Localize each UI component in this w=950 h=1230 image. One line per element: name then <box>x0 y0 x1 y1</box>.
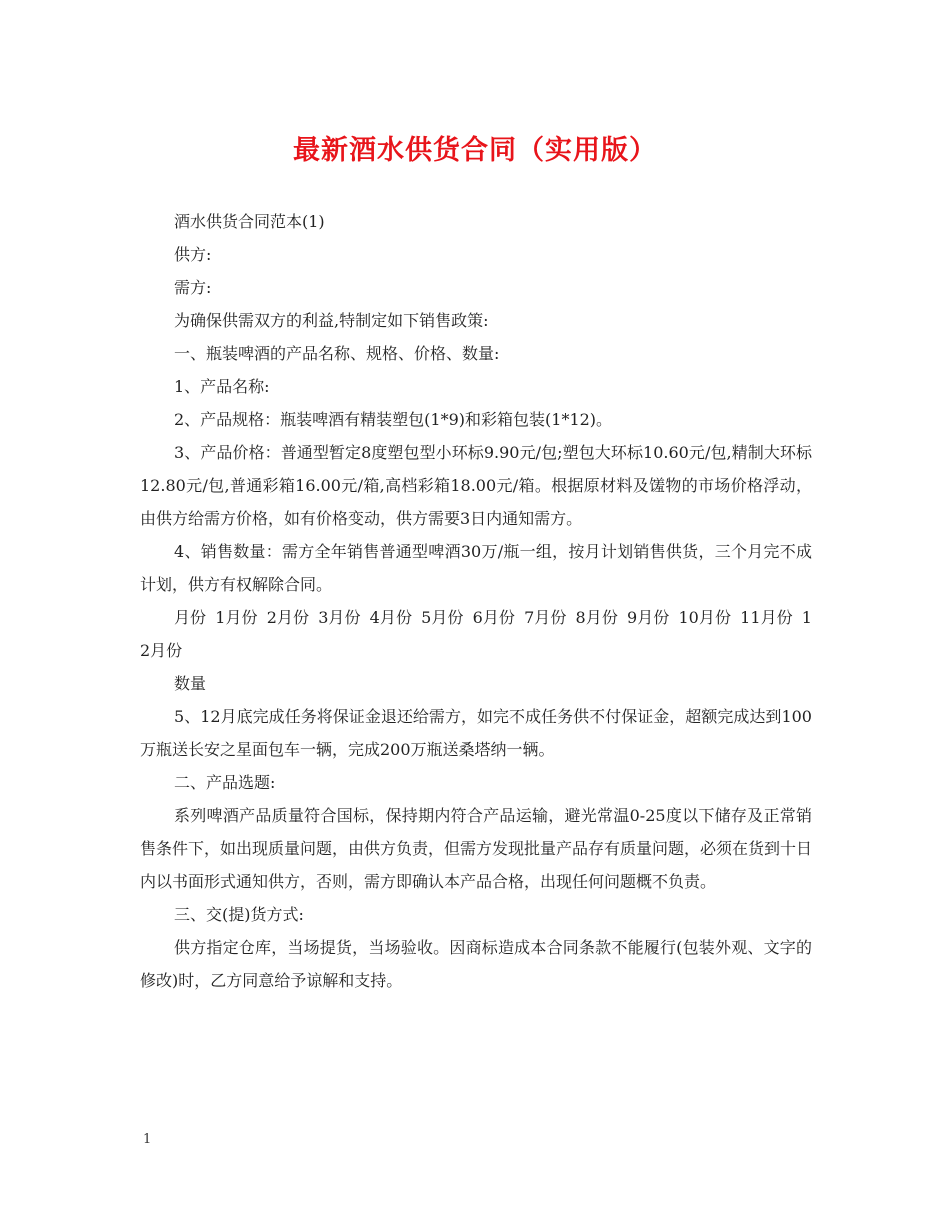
section-heading-delivery: 三、交(提)货方式: <box>174 905 304 924</box>
paragraph-price: 3、产品价格：普通型暂定8度塑包型小环标9.90元/包;塑包大环标10.60元/包,精制大环标12.80元/包,普通彩箱16.00元/箱,高档彩箱18.00元/箱。根据原材料及馐物的市场价格浮动，由供方给需方价格，如有价格变动，供方需要3日内通知需方。 <box>140 443 812 528</box>
supplier-label: 供方: <box>174 245 212 264</box>
document-body <box>140 205 812 997</box>
paragraph-months: 月份 1月份 2月份 3月份 4月份 5月份 6月份 7月份 8月份 9月份 10月份 11月份 12月份 <box>140 608 812 660</box>
paragraph-deposit: 5、12月底完成任务将保证金退还给需方，如完不成任务供不付保证金，超额完成达到100万瓶送长安之星面包车一辆，完成200万瓶送桑塔纳一辆。 <box>140 707 812 759</box>
paragraph-quality: 系列啤酒产品质量符合国标，保持期内符合产品运输，避光常温0-25度以下储存及正常销售条件下，如出现质量问题，由供方负责，但需方发现批量产品存有质量问题，必须在货到十日内以书面形式通知供方，否则，需方即确认本产品合格，出现任何问题概不负责。 <box>140 806 813 891</box>
buyer-label: 需方: <box>174 278 212 297</box>
section-heading-product: 一、瓶装啤酒的产品名称、规格、价格、数量: <box>174 344 500 363</box>
document-title: 最新酒水供货合同（实用版） <box>293 135 657 166</box>
quantity-label: 数量 <box>174 674 207 693</box>
paragraph-delivery: 供方指定仓库，当场提货，当场验收。因商标造成本合同条款不能履行(包装外观、文字的修改)时，乙方同意给予谅解和支持。 <box>140 938 812 990</box>
paragraph-quantity: 4、销售数量：需方全年销售普通型啤酒30万/瓶一组，按月计划销售供货，三个月完不成计划，供方有权解除合同。 <box>140 542 812 594</box>
intro-line: 为确保供需双方的利益,特制定如下销售政策: <box>174 311 489 330</box>
item-product-name: 1、产品名称: <box>174 377 270 396</box>
contract-subtitle: 酒水供货合同范本(1) <box>174 212 325 231</box>
item-product-spec: 2、产品规格：瓶装啤酒有精装塑包(1*9)和彩箱包装(1*12)。 <box>174 410 613 429</box>
section-heading-quality: 二、产品选题: <box>174 773 276 792</box>
page-number: 1 <box>143 1132 152 1147</box>
